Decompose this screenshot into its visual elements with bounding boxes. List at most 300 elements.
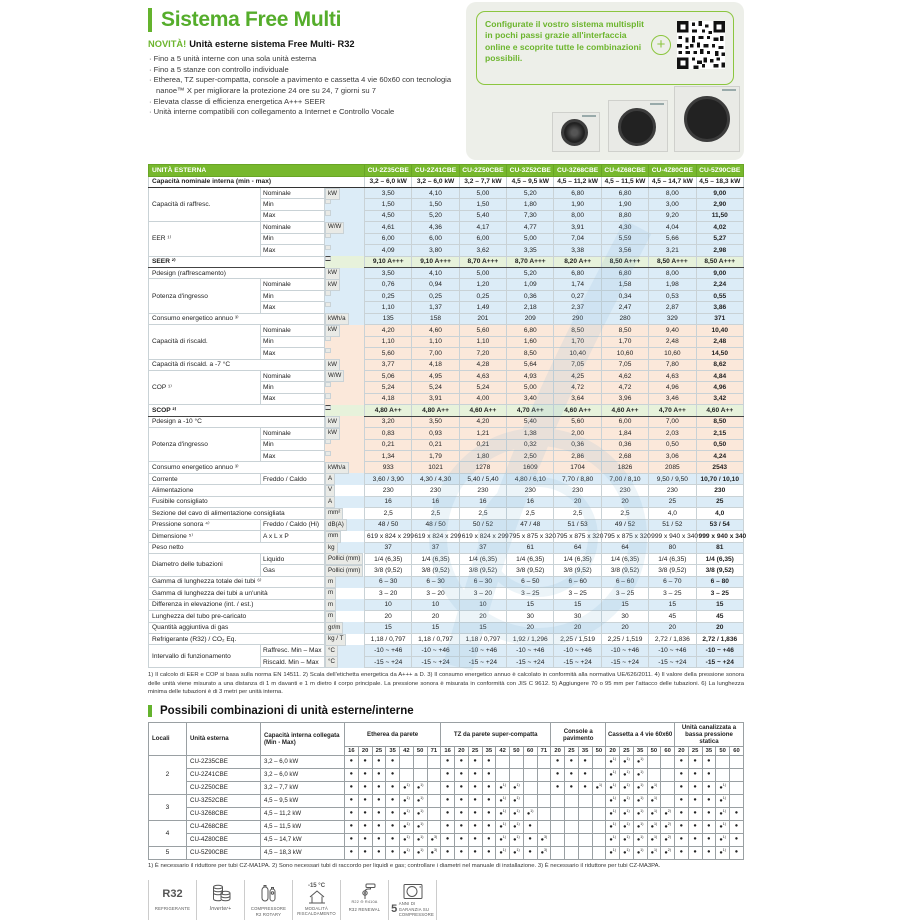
spec-value: 5,60: [554, 416, 601, 427]
badge-label: ANNI DI GARANZIA SU COMPRESSORE: [398, 901, 434, 918]
spec-value: 3,20: [365, 416, 412, 427]
outdoor-unit-small-image: [552, 112, 600, 152]
combo-compat-cell: [427, 820, 441, 833]
combo-compat-cell: ●: [688, 755, 702, 768]
combo-row: [149, 820, 744, 833]
spec-value: 3 – 20: [365, 588, 412, 599]
spec-row-unit: kW: [325, 325, 340, 337]
combo-compat-cell: ●$^{1)}$: [647, 807, 661, 820]
badge-heating-mode: [293, 880, 341, 920]
combo-capacity: 3,2 – 6,0 kW: [261, 768, 345, 781]
spec-value: 4,25: [554, 370, 601, 381]
spec-value: 45: [649, 611, 696, 622]
spec-value: 135: [365, 313, 412, 324]
spec-value: 3,35: [507, 245, 554, 256]
combo-compat-cell: ●$^{1)}$: [510, 846, 524, 859]
spec-value: 1,50: [412, 199, 459, 210]
badge-5-year-warranty: [389, 880, 437, 920]
combo-size-header: 35: [633, 747, 647, 756]
combo-compat-cell: ●: [372, 833, 386, 846]
combo-model: CU-5Z90CBE: [187, 846, 261, 859]
combo-compat-cell: [427, 807, 441, 820]
spec-row-unit: [325, 348, 331, 353]
spec-row: [149, 531, 744, 542]
combo-compat-cell: ●: [358, 820, 372, 833]
capacity-value: 3,2 – 6,0 kW: [412, 176, 459, 187]
spec-row-sublabel: Min: [261, 439, 325, 450]
spec-row-label: Capacità di riscald.: [149, 325, 261, 359]
combo-compat-cell: ●$^{3)}$: [537, 846, 551, 859]
combo-compat-cell: ●$^{2)}$: [661, 820, 675, 833]
combo-size-header: 20: [675, 747, 689, 756]
spec-value: 795 x 875 x 320: [554, 531, 601, 542]
spec-value: 50 / 52: [459, 519, 506, 530]
spec-value: 0,50: [696, 439, 743, 450]
combo-compat-cell: ●$^{1)}$: [413, 807, 427, 820]
spec-value: 4,60 A++: [554, 405, 601, 416]
combo-compat-cell: ●: [730, 807, 744, 820]
spec-value: -10 ~ +46: [649, 645, 696, 656]
combo-compat-cell: ●: [482, 755, 496, 768]
combo-compat-cell: [400, 768, 414, 781]
combo-compat-cell: ●$^{1)}$: [413, 846, 427, 859]
badge-label: MODALITÀ RISCALDAMENTO: [297, 905, 336, 917]
spec-value: 209: [507, 313, 554, 324]
combo-size-header: 25: [372, 747, 386, 756]
spec-value: 3,06: [649, 451, 696, 462]
spec-row-unit: kWh/a: [325, 462, 349, 474]
combo-compat-cell: ●: [702, 807, 716, 820]
spec-value: 158: [412, 313, 459, 324]
spec-row-unit: [325, 405, 331, 410]
combo-compat-cell: ●: [358, 846, 372, 859]
combo-compat-cell: ●$^{1)}$: [606, 781, 620, 794]
page-title: Sistema Free Multi: [148, 8, 464, 32]
spec-value: 2,24: [696, 279, 743, 290]
spec-row: [149, 359, 744, 370]
combo-compat-cell: ●$^{1)}$: [496, 794, 510, 807]
spec-value: -10 ~ +46: [459, 645, 506, 656]
combo-compat-cell: ●: [386, 807, 400, 820]
spec-value: 48 / 50: [412, 519, 459, 530]
spec-value: 5,24: [459, 382, 506, 393]
combo-compat-cell: [400, 755, 414, 768]
spec-value: 6,00: [459, 233, 506, 244]
spec-value: 371: [696, 313, 743, 324]
spec-value: 10,60: [649, 348, 696, 359]
spec-row: [149, 599, 744, 610]
spec-value: 4,70 A++: [649, 405, 696, 416]
spec-value: 2,98: [696, 245, 743, 256]
combo-compat-cell: [661, 794, 675, 807]
combo-compat-cell: [523, 794, 537, 807]
spec-row-label: Gamma di lunghezza dei tubi a un'unità: [149, 588, 325, 599]
spec-value: 4,09: [365, 245, 412, 256]
spec-value: 619 x 824 x 299: [365, 531, 412, 542]
spec-row-unit: °C: [325, 645, 338, 657]
spec-value: 1/4 (6,35): [507, 553, 554, 564]
spec-value: 0,25: [365, 290, 412, 301]
combo-size-header: 25: [565, 747, 579, 756]
spec-value: 20: [459, 611, 506, 622]
spec-value: 20: [507, 622, 554, 633]
spec-value: 11,50: [696, 210, 743, 221]
capacity-value: 4,5 – 14,7 kW: [649, 176, 696, 187]
combo-compat-cell: ●$^{1)}$: [716, 807, 730, 820]
spec-row-sublabel: Min: [261, 233, 325, 244]
spec-row-sublabel: Min: [261, 290, 325, 301]
combo-compat-cell: ●: [441, 807, 455, 820]
spec-corner-label: UNITÀ ESTERNA: [149, 165, 365, 177]
combo-compat-cell: ●$^{1)}$: [606, 807, 620, 820]
combo-compat-cell: ●: [468, 807, 482, 820]
r32-text: R32: [162, 887, 183, 900]
spec-row-sublabel: Nominale: [261, 325, 325, 336]
spec-value: 0,83: [365, 428, 412, 439]
spec-value: 5,59: [601, 233, 648, 244]
capacity-value: 4,5 – 11,5 kW: [601, 176, 648, 187]
spec-value: 48 / 50: [365, 519, 412, 530]
spec-value: 4,72: [554, 382, 601, 393]
spec-value: 25: [649, 496, 696, 507]
spec-row: [149, 634, 744, 645]
spec-value: 1,10: [365, 336, 412, 347]
spec-value: 6,00: [601, 416, 648, 427]
combo-compat-cell: ●: [688, 768, 702, 781]
spec-row-label: Peso netto: [149, 542, 325, 553]
spec-row-unit: [325, 393, 331, 398]
spec-value: 16: [459, 496, 506, 507]
combo-compat-cell: ●: [441, 781, 455, 794]
combo-compat-cell: ●$^{1)}$: [523, 807, 537, 820]
combo-compat-cell: [592, 807, 606, 820]
spec-footnotes: 1) Il calcolo di EER e COP si basa sulla norma EN 14511. 2) Scala dell'etichetta energetica da A+++ a D. 3) Il consumo energetico annuo è calcolato in conformità alla normativa UE/626/2011. 4) Il valore della pressione sonora delle unità viene misurato a una distanza di 1 m davanti e 1 m dietro il corpo principale. La pressione sonora è misurata in conformità con JIS C 9612. 5) Aggiungere 70 o 95 mm per l'attacco delle tubazioni. 6) La lunghezza minima delle tubazioni è di 3 metri per unità interna.: [148, 672, 744, 695]
qr-code-icon: [677, 21, 725, 69]
spec-row-sublabel: Freddo / Caldo (Hi): [261, 519, 325, 530]
spec-value: 1,70: [554, 336, 601, 347]
spec-value: 3,96: [601, 393, 648, 404]
spec-value: 4,20: [459, 416, 506, 427]
combo-model: CU-3Z52CBE: [187, 794, 261, 807]
spec-row: [149, 576, 744, 587]
spec-value: 30: [507, 611, 554, 622]
spec-value: 3/8 (9,52): [554, 565, 601, 576]
spec-value: 3/8 (9,52): [696, 565, 743, 576]
combo-compat-cell: ●$^{1)}$: [620, 820, 634, 833]
combo-compat-cell: ●: [372, 768, 386, 781]
spec-row-label: SEER ²⁾: [149, 256, 325, 267]
spec-value: 4,60 A++: [459, 405, 506, 416]
capacity-value: 3,2 – 7,7 kW: [459, 176, 506, 187]
combo-compat-cell: ●$^{1)}$: [716, 820, 730, 833]
combo-compat-cell: ●: [675, 846, 689, 859]
combo-compat-cell: ●: [345, 820, 359, 833]
combo-compat-cell: ●: [675, 768, 689, 781]
combo-compat-cell: ●$^{1)}$: [647, 781, 661, 794]
combo-compat-cell: [413, 755, 427, 768]
spec-value: -15 ~ +24: [601, 656, 648, 667]
spec-row-unit: [325, 382, 331, 387]
spec-value: 230: [459, 485, 506, 496]
combo-size-header: 50: [716, 747, 730, 756]
combo-size-header: 50: [510, 747, 524, 756]
spec-value: 999 x 940 x 340: [696, 531, 743, 542]
spec-row-label: EER ¹⁾: [149, 222, 261, 256]
spec-value: 37: [365, 542, 412, 553]
feature-list: [149, 54, 464, 118]
spec-row-unit: W/W: [325, 370, 344, 382]
combo-compat-cell: ●: [482, 781, 496, 794]
combo-compat-cell: ●: [386, 846, 400, 859]
spec-row-sublabel: Raffresc. Min – Max: [261, 645, 325, 656]
spec-row-label: Diametro delle tubazioni: [149, 553, 261, 576]
spec-value: 4,0: [696, 508, 743, 519]
spec-value: 3 – 25: [554, 588, 601, 599]
spec-row-unit: A: [325, 473, 335, 485]
spec-row-sublabel: Liquido: [261, 553, 325, 564]
combo-compat-cell: [523, 781, 537, 794]
spec-row-unit: [325, 290, 331, 295]
feature-item: · Fino a 5 stanze con controllo individuale: [149, 65, 464, 76]
spec-row: [149, 279, 744, 290]
combo-compat-cell: ●$^{1)}$: [413, 781, 427, 794]
spec-table: [148, 164, 747, 668]
combo-compat-cell: ●$^{1)}$: [413, 833, 427, 846]
combo-group-name: Etherea da parete: [345, 723, 441, 747]
combo-size-header: 25: [468, 747, 482, 756]
spec-value: 4,30: [601, 222, 648, 233]
spec-value: 0,94: [412, 279, 459, 290]
combo-compat-cell: ●: [358, 755, 372, 768]
spec-value: 2,5: [365, 508, 412, 519]
spec-value: 61: [507, 542, 554, 553]
spec-value: 81: [696, 542, 743, 553]
spec-value: 280: [601, 313, 648, 324]
spec-value: 1/4 (6,35): [459, 553, 506, 564]
spec-value: 2,15: [696, 428, 743, 439]
spec-value: 1/4 (6,35): [412, 553, 459, 564]
combo-compat-cell: ●: [441, 755, 455, 768]
badge-label: COMPRESSORE R2 ROTARY: [250, 906, 287, 917]
spec-value: 7,05: [601, 359, 648, 370]
spec-value: 4,10: [412, 268, 459, 279]
spec-value: 4,18: [412, 359, 459, 370]
combo-compat-cell: ●: [523, 833, 537, 846]
spec-value: 0,36: [601, 439, 648, 450]
spec-value: 1/4 (6,35): [601, 553, 648, 564]
spec-row: [149, 622, 744, 633]
spec-value: 0,53: [649, 290, 696, 301]
combo-model: CU-2Z41CBE: [187, 768, 261, 781]
spec-value: 9,50 / 9,50: [649, 473, 696, 484]
combo-compat-cell: [427, 768, 441, 781]
combo-compat-cell: ●: [565, 768, 579, 781]
spec-row-unit: kg / T: [325, 634, 346, 646]
spec-value: 2,86: [554, 451, 601, 462]
combo-compat-cell: ●: [482, 846, 496, 859]
combo-compat-cell: ●$^{2)}$: [661, 807, 675, 820]
spec-value: 1,98: [649, 279, 696, 290]
spec-value: 0,36: [554, 439, 601, 450]
spec-value: 1,58: [601, 279, 648, 290]
combo-compat-cell: ●: [578, 755, 592, 768]
spec-value: 3,00: [649, 199, 696, 210]
combo-compat-cell: [578, 833, 592, 846]
spec-value: 5,40: [507, 416, 554, 427]
spec-row: [149, 588, 744, 599]
spec-row: [149, 370, 744, 381]
spec-value: 15: [696, 599, 743, 610]
spec-value: 20: [365, 611, 412, 622]
spec-value: 3,64: [554, 393, 601, 404]
combo-compat-cell: [730, 781, 744, 794]
combo-compat-cell: [578, 794, 592, 807]
spec-value: 3,77: [365, 359, 412, 370]
spec-value: 8,50 A+++: [696, 256, 743, 267]
badge-inverter-plus: [197, 880, 245, 920]
pipe-labels: R22 ⊖ R410A: [351, 900, 378, 905]
spec-row-sublabel: Nominale: [261, 222, 325, 233]
combo-compat-cell: ●: [358, 794, 372, 807]
spec-value: 4,63: [459, 370, 506, 381]
combo-compat-cell: ●: [345, 781, 359, 794]
combo-compat-cell: ●$^{1)}$: [633, 794, 647, 807]
combo-compat-cell: ●$^{1)}$: [620, 781, 634, 794]
spec-value: 4,18: [365, 393, 412, 404]
spec-row: [149, 222, 744, 233]
combo-compat-cell: ●$^{1)}$: [606, 755, 620, 768]
spec-value: 8,50: [601, 325, 648, 336]
combo-compat-cell: ●: [730, 820, 744, 833]
spec-value: -15 ~ +24: [649, 656, 696, 667]
spec-row-label: Corrente: [149, 473, 261, 484]
spec-value: 0,25: [412, 290, 459, 301]
promo-text: Configurate il vostro sistema multisplit in pochi passi grazie all'interfaccia online e scoprite tutte le combinazioni possibili.: [485, 19, 645, 64]
spec-row-unit: [325, 336, 331, 341]
spec-value: 2,5: [507, 508, 554, 519]
spec-value: 0,21: [459, 439, 506, 450]
spec-value: 2,48: [649, 336, 696, 347]
combo-compat-cell: ●: [455, 781, 469, 794]
combo-compat-cell: ●: [441, 820, 455, 833]
spec-value: 3,38: [554, 245, 601, 256]
combo-compat-cell: ●: [688, 794, 702, 807]
combo-compat-cell: ●: [345, 807, 359, 820]
combo-compat-cell: ●: [372, 807, 386, 820]
spec-value: 1,50: [459, 199, 506, 210]
combo-compat-cell: [565, 807, 579, 820]
combo-compat-cell: ●$^{1)}$: [620, 846, 634, 859]
spec-value: 7,04: [554, 233, 601, 244]
spec-value: 4,60: [412, 325, 459, 336]
combo-compat-cell: ●$^{1)}$: [633, 846, 647, 859]
spec-value: 4,80 / 6,10: [507, 473, 554, 484]
capacity-value: 4,5 – 11,2 kW: [554, 176, 601, 187]
combo-compat-cell: ●$^{1)}$: [716, 833, 730, 846]
combo-size-header: 20: [455, 747, 469, 756]
spec-row-label: Dimensione ⁵⁾: [149, 531, 261, 542]
combo-compat-cell: ●: [345, 755, 359, 768]
spec-value: 10: [459, 599, 506, 610]
combo-compat-cell: ●: [578, 768, 592, 781]
spec-value: 30: [601, 611, 648, 622]
combo-compat-cell: ●: [455, 846, 469, 859]
combo-compat-cell: ●$^{1)}$: [633, 807, 647, 820]
combo-compat-cell: ●$^{1)}$: [510, 833, 524, 846]
spec-value: 47 / 48: [507, 519, 554, 530]
spec-value: 0,50: [649, 439, 696, 450]
combo-compat-cell: ●: [551, 781, 565, 794]
combo-compat-cell: ●$^{1)}$: [716, 794, 730, 807]
spec-value: 0,34: [601, 290, 648, 301]
combo-compat-cell: ●: [455, 755, 469, 768]
spec-row-label: Sezione del cavo di alimentazione consigliata: [149, 508, 325, 519]
spec-value: 1,18 / 0,797: [412, 634, 459, 645]
spec-row-unit: Pollici (mm): [325, 553, 363, 565]
spec-value: 619 x 824 x 299: [412, 531, 459, 542]
spec-value: 2085: [649, 462, 696, 473]
combo-compat-cell: ●: [372, 820, 386, 833]
combo-compat-cell: ●: [688, 833, 702, 846]
combo-locali-value: 2: [149, 755, 187, 794]
spec-value: 1,09: [507, 279, 554, 290]
spec-value: -10 ~ +46: [554, 645, 601, 656]
combo-compat-cell: ●$^{2)}$: [661, 833, 675, 846]
spec-value: 8,00: [649, 268, 696, 279]
spec-row: [149, 645, 744, 656]
spec-value: 8,70 A+++: [507, 256, 554, 267]
spec-value: 3,50: [412, 416, 459, 427]
spec-row-unit: m: [325, 576, 336, 588]
spec-value: 10: [365, 599, 412, 610]
feature-item: · Fino a 5 unità interne con una sola unità esterna: [149, 54, 464, 65]
combo-compat-cell: ●$^{1)}$: [633, 833, 647, 846]
spec-value: 1,37: [412, 302, 459, 313]
combo-compat-cell: ●: [455, 833, 469, 846]
spec-value: 5,40 / 5,40: [459, 473, 506, 484]
spec-value: -10 ~ +46: [412, 645, 459, 656]
combo-compat-cell: ●$^{1)}$: [716, 846, 730, 859]
combo-compat-cell: ●: [455, 807, 469, 820]
combo-compat-cell: ●: [675, 755, 689, 768]
spec-value: 30: [554, 611, 601, 622]
spec-value: 1/4 (6,35): [696, 553, 743, 564]
combo-compat-cell: ●: [702, 755, 716, 768]
spec-row-unit: kW: [325, 268, 340, 280]
model-header: CU-4Z80CBE: [649, 165, 696, 177]
spec-value: 1704: [554, 462, 601, 473]
spec-row-label: Potenza d'ingresso: [149, 428, 261, 462]
spec-value: 8,62: [696, 359, 743, 370]
capacity-row: [149, 176, 744, 187]
spec-row: [149, 496, 744, 507]
spec-row-sublabel: Min: [261, 199, 325, 210]
combo-compat-cell: ●$^{1)}$: [620, 794, 634, 807]
spec-row-label: Consumo energetico annuo ³⁾: [149, 313, 325, 324]
minus15-text: -15 °C: [307, 882, 326, 889]
combinations-footnote: 1) È necessario il riduttore per tubi CZ-MA1PA. 2) Sono necessari tubi di raccordo per liquidi e gas; controllare i diametri nel manuale di installazione. 3) È necessario il riduttore per tubi CZ-MA3PA.: [148, 862, 661, 869]
spec-row-unit: A: [325, 496, 335, 508]
combo-row: [149, 755, 744, 768]
combo-compat-cell: ●: [730, 833, 744, 846]
combo-col-unita: Unità esterna: [187, 723, 261, 756]
capacity-row-label: Capacità nominale interna (min - max): [149, 176, 365, 187]
spec-row-unit: kW: [325, 188, 340, 200]
combo-compat-cell: [523, 755, 537, 768]
spec-value: 1,10: [459, 336, 506, 347]
spec-row-unit: [325, 302, 331, 307]
model-header: CU-2Z41CBE: [412, 165, 459, 177]
